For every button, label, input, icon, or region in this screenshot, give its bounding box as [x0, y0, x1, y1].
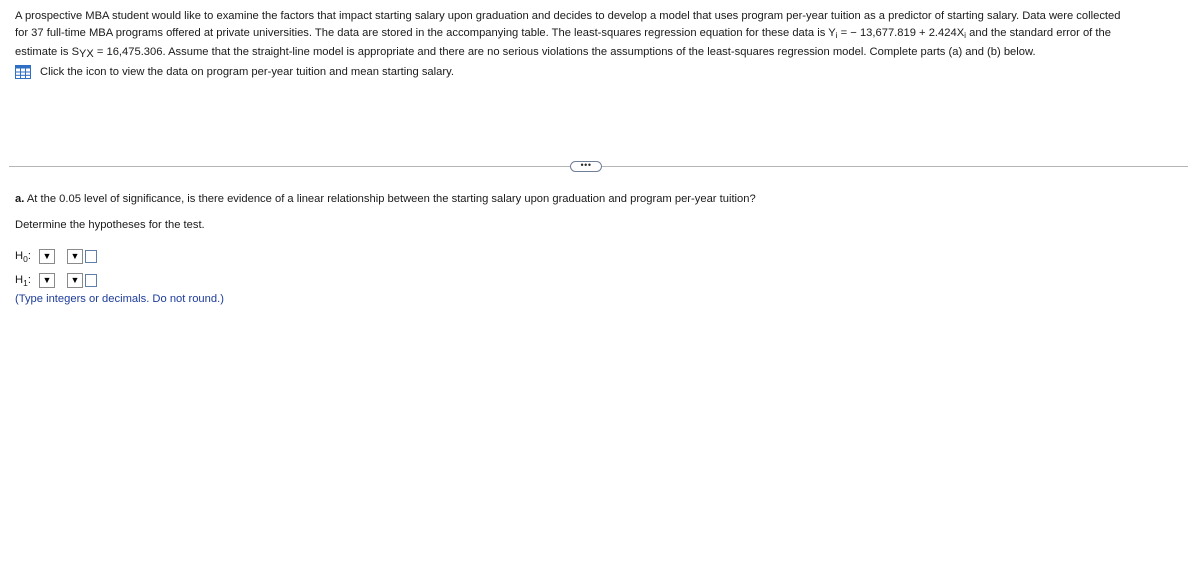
problem-line-3: estimate is SYX = 16,475.306. Assume that the straight-line model is appropriate and there are no serious violations the assumptions of the least-squares regression model. Complete parts (a) and (b) below.	[15, 46, 1036, 60]
dropdown-arrow-icon: ▼	[42, 275, 52, 285]
h1-operator-dropdown[interactable]	[67, 273, 83, 288]
problem-line-2: for 37 full-time MBA programs offered at private universities. The data are stored in the accompanying table. The least-squares regression equation for these data is $Y_i$ = − $13,677.819 + 2.424X_i$ and the standard error of the	[15, 27, 1111, 40]
dropdown-arrow-icon: ▼	[70, 275, 80, 285]
h1-value-input[interactable]	[85, 274, 97, 287]
view-data-label[interactable]: Click the icon to view the data on program per-year tuition and mean starting salary.	[40, 66, 454, 78]
table-grid-icon[interactable]	[15, 65, 31, 79]
h0-parameter-dropdown[interactable]	[39, 249, 55, 264]
more-dots-icon: •••	[580, 160, 592, 170]
h0-label: $H_0$:	[15, 249, 31, 264]
h1-label: $H_1$:	[15, 273, 31, 288]
dropdown-arrow-icon: ▼	[70, 251, 80, 261]
h0-operator-dropdown[interactable]	[67, 249, 83, 264]
expand-more-button[interactable]	[570, 161, 602, 172]
input-format-hint: (Type integers or decimals. Do not round.)	[15, 293, 224, 305]
dropdown-arrow-icon: ▼	[42, 251, 52, 261]
problem-line-1: A prospective MBA student would like to examine the factors that impact starting salary upon graduation and decides to develop a model that uses program per-year tuition as a predictor of starting salary. Data were collected	[15, 10, 1121, 22]
null-hypothesis-row	[15, 249, 97, 264]
part-a-question: a. At the 0.05 level of significance, is there evidence of a linear relationship between the starting salary upon graduation and program per-year tuition?	[15, 193, 756, 205]
view-data-link[interactable]	[15, 65, 454, 79]
alternative-hypothesis-row	[15, 273, 97, 288]
hypotheses-instruction: Determine the hypotheses for the test.	[15, 219, 205, 231]
h1-parameter-dropdown[interactable]	[39, 273, 55, 288]
problem-statement	[15, 8, 1185, 63]
h0-value-input[interactable]	[85, 250, 97, 263]
